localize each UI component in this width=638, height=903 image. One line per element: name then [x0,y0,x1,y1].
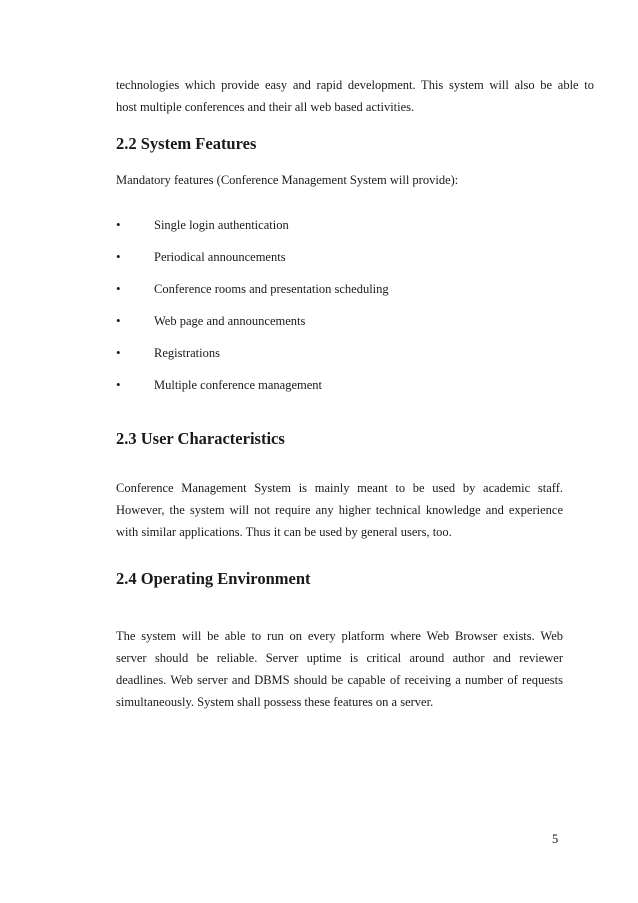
paragraph-line: deadlines. Web server and DBMS should be capable of receiving a number of requests [116,673,563,687]
paragraph-line: The system will be able to run on every platform where Web Browser exists. Web [116,629,563,643]
section-heading-operating-environment: 2.4 Operating Environment [116,569,311,588]
list-item-text: Periodical announcements [154,250,286,264]
bullet-icon: • [116,313,121,328]
list-item-text: Web page and announcements [154,314,306,328]
section-heading-user-characteristics: 2.3 User Characteristics [116,429,285,448]
section-heading-system-features: 2.2 System Features [116,134,257,153]
bullet-icon: • [116,217,121,232]
paragraph-line: Conference Management System is mainly meant to be used by academic staff. [116,481,563,495]
list-item-text: Conference rooms and presentation scheduling [154,282,389,296]
paragraph-line: simultaneously. System shall possess these features on a server. [116,695,434,709]
intro-paragraph [116,74,594,118]
page-number: 5 [552,832,559,846]
list-item-text: Multiple conference management [154,378,322,392]
paragraph-line: server should be reliable. Server uptime is critical around author and reviewer [116,651,563,665]
bullet-icon: • [116,249,121,264]
paragraph-line: However, the system will not require any higher technical knowledge and experience [116,503,563,517]
features-lead-text: Mandatory features (Conference Management System will provide): [116,173,459,187]
bullet-icon: • [116,281,121,296]
intro-line: host multiple conferences and their all web based activities. [116,100,415,114]
intro-line: technologies which provide easy and rapid development. This system will also be able to [116,78,594,92]
bullet-icon: • [116,377,121,392]
paragraph-line: with similar applications. Thus it can be used by general users, too. [116,525,452,539]
operating-environment-paragraph [116,625,563,713]
list-item-text: Registrations [154,346,220,360]
list-item-text: Single login authentication [154,218,289,232]
user-characteristics-paragraph [116,477,563,543]
bullet-icon: • [116,345,121,360]
